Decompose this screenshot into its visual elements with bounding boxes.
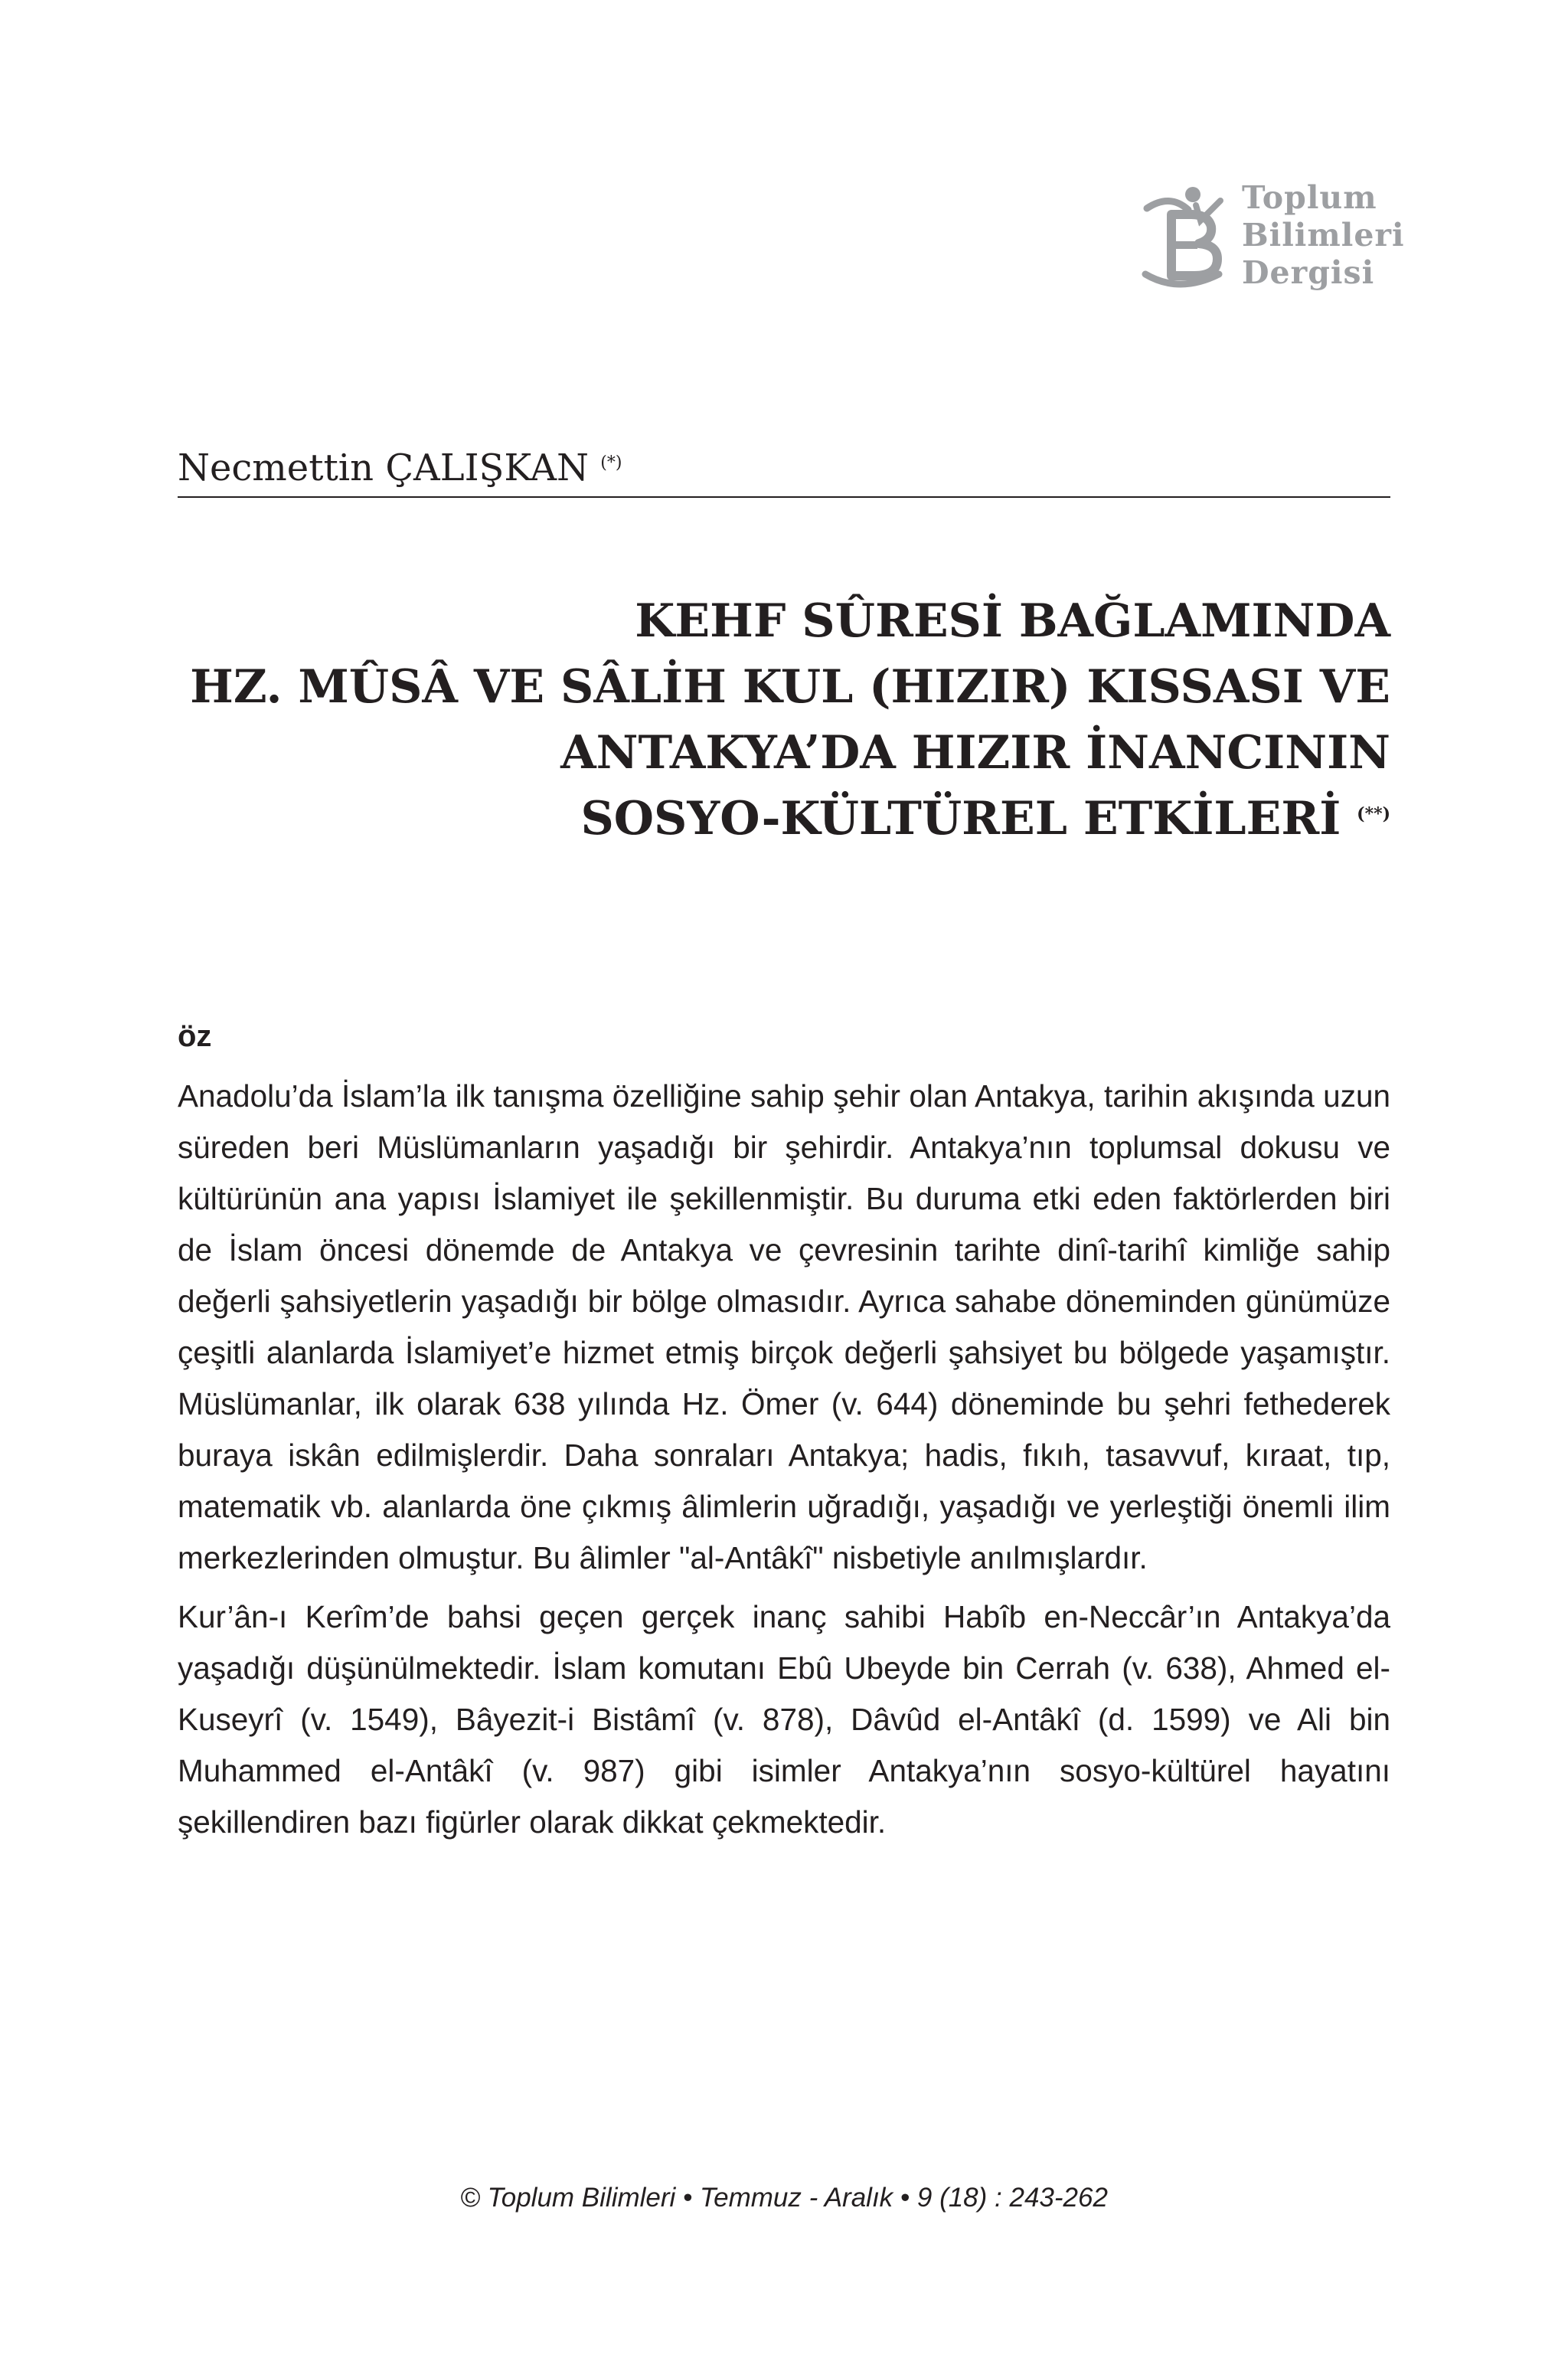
abstract-body [178, 1071, 1390, 1856]
title-line-1: KEHF SÛRESİ BAĞLAMINDA [635, 594, 1390, 648]
title-line-4: SOSYO-KÜLTÜREL ETKİLERİ [580, 792, 1341, 846]
footer-citation: © Toplum Bilimleri • Temmuz - Aralık • 9 (18) : 243-262 [460, 2183, 1108, 2213]
journal-logo-wordmark [1242, 179, 1405, 292]
journal-logo-icon [1124, 178, 1239, 293]
abstract-heading: öz [178, 1019, 212, 1053]
author-line [178, 444, 1390, 498]
logo-line-3: Dergisi [1242, 254, 1375, 291]
title-footnote-mark: (**) [1357, 804, 1390, 824]
title-line-4-wrap [178, 786, 1390, 852]
logo-line-2: Bilimleri [1242, 217, 1405, 254]
author-name: Necmettin ÇALIŞKAN [178, 446, 589, 489]
logo-line-1: Toplum [1242, 179, 1377, 216]
article-title [178, 588, 1390, 852]
title-line-3: ANTAKYA’DA HIZIR İNANCININ [560, 726, 1390, 780]
title-line-2: HZ. MÛSÂ VE SÂLİH KUL (HIZIR) KISSASI VE [190, 660, 1390, 714]
author-footnote-mark: (*) [600, 453, 622, 473]
abstract-paragraph-1: Anadolu’da İslam’la ilk tanışma özelliğine sahip şehir olan Antakya, tarihin akışında uzun süreden beri Müslümanların yaşadığı bir şehirdir. Antakya’nın toplumsal dokusu ve kültürünün ana yapısı İslamiyet ile şekillenmiştir. Bu duruma etki eden faktörlerden biri de İslam öncesi dönemde de Antakya ve çevresinin tarihte dinî-tarihî kimliğe sahip değerli şahsiyetlerin yaşadığı bir bölge olmasıdır. Ayrıca sahabe döneminden günümüze çeşitli alanlarda İslamiyet’e hizmet etmiş birçok değerli şahsiyet bu bölgede yaşamıştır. Müslümanlar, ilk olarak 638 yılında Hz. Ömer (v. 644) döneminde bu şehri fethederek buraya iskân edilmişlerdir. Daha sonraları Antakya; hadis, fıkıh, tasavvuf, kıraat, tıp, matematik vb. alanlarda öne çıkmış âlimlerin uğradığı, yaşadığı ve yerleştiği önemli ilim merkezlerinden olmuştur. Bu âlimler "al-Antâkî" nisbetiyle anılmışlardır. [178, 1078, 1390, 1575]
abstract-paragraph-2: Kur’ân-ı Kerîm’de bahsi geçen gerçek inanç sahibi Habîb en-Neccâr’ın Antakya’da yaşadığı düşünülmektedir. İslam komutanı Ebû Ubeyde bin Cerrah (v. 638), Ahmed el-Kuseyrî (v. 1549), Bâyezit-i Bistâmî (v. 878), Dâvûd el-Antâkî (d. 1599) ve Ali bin Muhammed el-Antâkî (v. 987) gibi isimler Antakya’nın sosyo-kültürel hayatını şekillendiren bazı figürler olarak dikkat çekmektedir. [178, 1599, 1390, 1840]
journal-logo [1124, 178, 1405, 293]
